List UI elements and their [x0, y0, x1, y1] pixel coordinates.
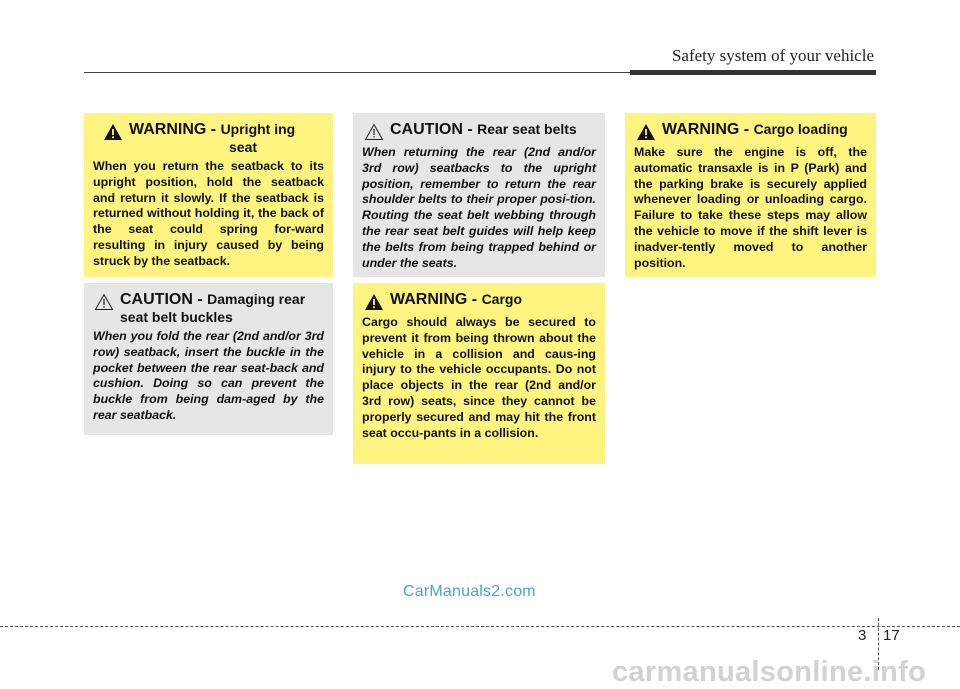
- warning-keyword: WARNING -: [662, 121, 750, 138]
- caution-triangle-icon: [364, 123, 384, 141]
- warning-subtitle-line2: seat: [229, 139, 258, 155]
- warning-subtitle-line1: Upright ing: [220, 121, 296, 137]
- caution-keyword: CAUTION -: [390, 121, 473, 138]
- warning-cargo-text: Cargo should always be secured to prevent it from being thrown about the vehicle in a collision and caus-ing injury to the vehicle occupants. Do not place objects in the rear (2nd and/or 3rd row) seats, since they cannot be properly secured and may hit the front seat occu-pants in a collision.: [362, 315, 596, 440]
- warning-subtitle: Cargo: [481, 291, 523, 307]
- warning-subtitle: Cargo loading: [753, 121, 848, 137]
- caution-subtitle-line2: seat belt buckles: [120, 309, 233, 325]
- caution-subtitle: Rear seat belts: [477, 121, 577, 137]
- caution-buckles-heading: [93, 291, 324, 325]
- warning-cargo-box: [353, 283, 605, 464]
- caution-keyword: CAUTION -: [120, 291, 203, 308]
- watermark-carmanuals2[interactable]: CarManuals2.com: [403, 583, 536, 600]
- footer-rule: [0, 626, 960, 627]
- page-number: 17: [883, 627, 900, 644]
- caution-rear-belts-text: When returning the rear (2nd and/or 3rd row) seatbacks to the upright position, remember to return the rear shoulder belts to their proper posi-tion. Routing the seat belt webbing through the rear seat belt guides will help keep the belts from being trapped behind or under the seats.: [362, 145, 596, 270]
- caution-rear-belts-box: [353, 113, 605, 277]
- caution-subtitle-line1: Damaging rear: [207, 291, 306, 307]
- caution-rear-belts-heading: [362, 121, 596, 141]
- warning-cargo-loading-text: Make sure the engine is off, the automatic transaxle is in P (Park) and the parking brake is securely applied whenever loading or unloading cargo. Failure to take these steps may allow the vehicle to move if the shift lever is inadver-tently moved to another position.: [634, 145, 867, 270]
- warning-cargo-heading: [362, 291, 596, 311]
- warning-upright-seat-text: When you return the seatback to its upright position, hold the seatback and return it slowly. If the seatback is returned without holding it, the back of the seat could spring for-ward resulting in injury caused by being struck by the seatback.: [93, 159, 324, 268]
- watermark-carmanualsonline[interactable]: carmanualsonline.info: [612, 656, 927, 688]
- warning-upright-seat-heading: [93, 121, 324, 155]
- warning-cargo-loading-box: [625, 113, 876, 277]
- warning-triangle-icon: [103, 123, 123, 141]
- chapter-number: 3: [858, 627, 867, 644]
- header-bar: [630, 70, 876, 75]
- header-rule: [84, 72, 630, 73]
- warning-triangle-icon: [364, 293, 384, 311]
- warning-keyword: WARNING -: [129, 121, 217, 138]
- warning-triangle-icon: [636, 123, 656, 141]
- warning-upright-seat-box: [84, 113, 333, 277]
- page-header-title: Safety system of your vehicle: [671, 46, 874, 65]
- warning-keyword: WARNING -: [390, 291, 478, 308]
- warning-cargo-loading-heading: [634, 121, 867, 141]
- caution-triangle-icon: [94, 293, 114, 311]
- caution-buckles-box: [84, 283, 333, 435]
- caution-buckles-text: When you fold the rear (2nd and/or 3rd row) seatback, insert the buckle in the pocket between the rear seat-back and cushion. Doing so can prevent the buckle from being dam-aged by the rear seatback.: [93, 329, 324, 422]
